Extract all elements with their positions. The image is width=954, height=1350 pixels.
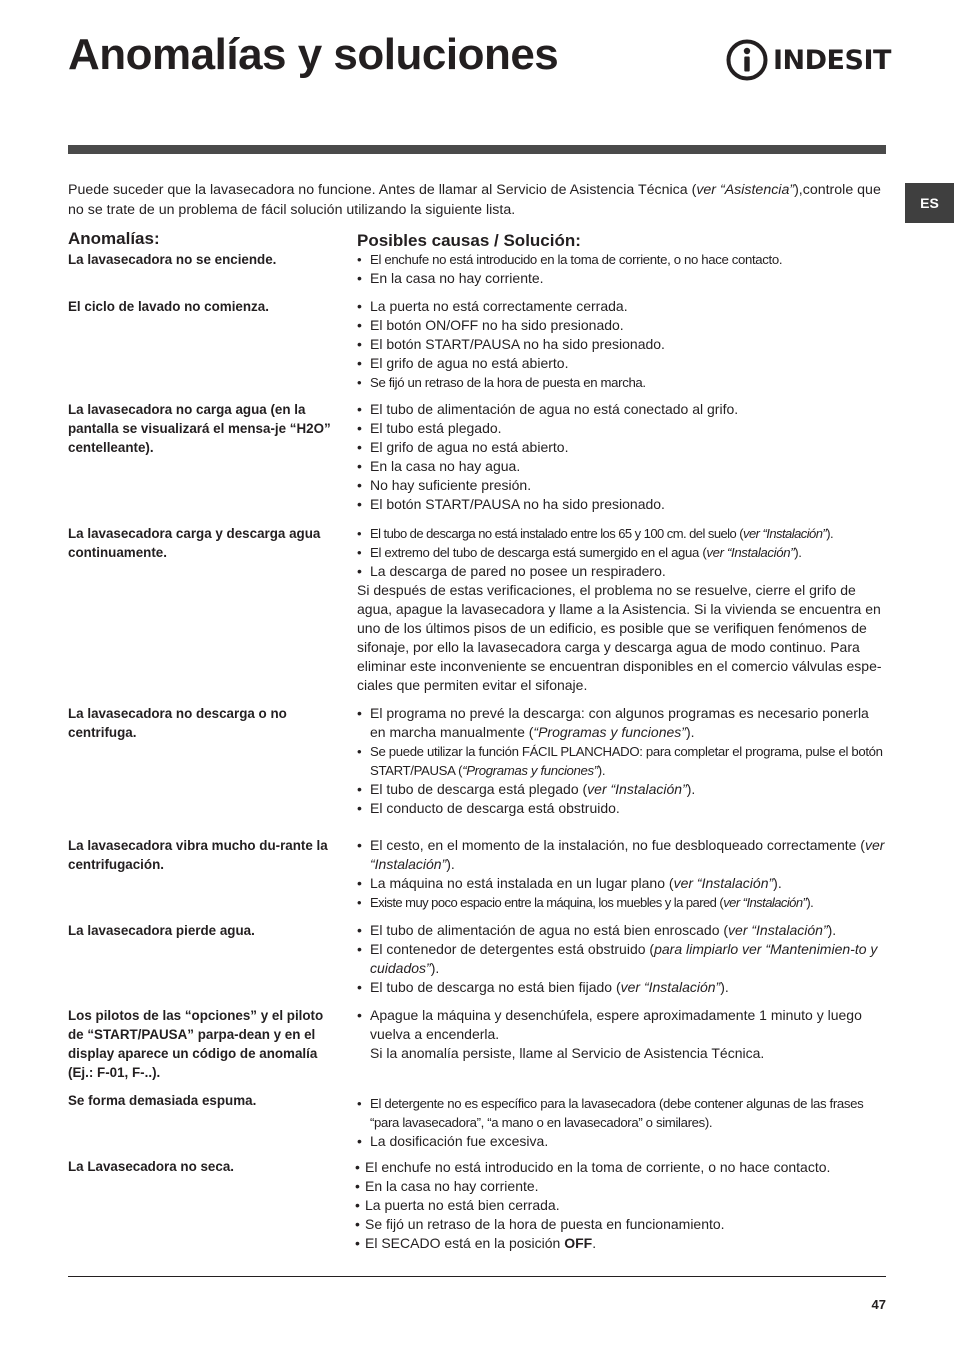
list-item: • El botón START/PAUSA no ha sido presionado.: [357, 335, 887, 354]
list-item: • El cesto, en el momento de la instalación, no fue desbloqueado correctamente (ver “Instalación”).: [357, 836, 887, 874]
anomaly-label: La lavasecadora pierde agua.: [68, 923, 255, 938]
list-item: • La puerta no está bien cerrada.: [355, 1196, 885, 1215]
list-item: • El enchufe no está introducido en la toma de corriente, o no hace contacto.: [355, 1158, 885, 1177]
solution-list: [355, 1158, 885, 1253]
list-item: • El conducto de descarga está obstruido.: [357, 799, 887, 818]
solution-list: [357, 524, 887, 695]
anomalies-header: Anomalías:: [68, 229, 160, 248]
list-item: • El tubo de descarga no está instalado entre los 65 y 100 cm. del suelo (ver “Instalación”).: [357, 524, 887, 543]
list-item: • La dosificación fue excesiva.: [357, 1132, 887, 1151]
note-paragraph: Si después de estas verificaciones, el problema no se resuelve, cierre el grifo de agua, apague la lavasecadora y llame a la Asistencia. Si la vivienda se encuentra en uno de los últimos pisos de un edificio, es posible que se verifiquen fenómenos de sifonaje, por ello la lavasecadora carga y descarga agua de modo continuo. Para eliminar este inconveniente se encuentran disponibles en el comercio válvulas espe-ciales que permiten evitar el sifonaje.: [357, 582, 882, 693]
solution-list: [357, 1094, 887, 1151]
list-item: • El programa no prevé la descarga: con algunos programas es necesario ponerla en marcha manualmente (“Programas y funciones”).: [357, 704, 887, 742]
list-item: • Se fijó un retraso de la hora de puesta en funcionamiento.: [355, 1215, 885, 1234]
list-item: • El tubo está plegado.: [357, 419, 887, 438]
solution-list: [357, 297, 887, 392]
list-item: • El grifo de agua no está abierto.: [357, 438, 887, 457]
list-item: • Existe muy poco espacio entre la máquina, los muebles y la pared (ver “Instalación”).: [357, 893, 887, 912]
list-item: • El botón START/PAUSA no ha sido presionado.: [357, 495, 887, 514]
solution-list: [357, 250, 887, 288]
list-item: • El enchufe no está introducido en la toma de corriente, o no hace contacto.: [357, 250, 887, 269]
list-item: • El tubo de descarga no está bien fijado (ver “Instalación”).: [357, 978, 887, 997]
top-divider: [68, 145, 886, 154]
continuation-text: Si la anomalía persiste, llame al Servicio de Asistencia Técnica.: [370, 1045, 765, 1061]
anomaly-label: La lavasecadora no se enciende.: [68, 252, 277, 267]
indesit-logo: [725, 38, 891, 82]
list-item: • La descarga de pared no posee un respiradero.: [357, 562, 887, 581]
anomaly-label: La Lavasecadora no seca.: [68, 1159, 234, 1174]
indesit-logo-icon: [725, 38, 769, 82]
anomaly-label: La lavasecadora no carga agua (en la pantalla se visualizará el mensa-je “H2O” centelleante).: [68, 402, 331, 455]
solution-list: [357, 704, 887, 818]
anomaly-label: El ciclo de lavado no comienza.: [68, 299, 269, 314]
list-item: • No hay suficiente presión.: [357, 476, 887, 495]
bottom-divider: [68, 1276, 886, 1277]
list-item: • Apague la máquina y desenchúfela, espere aproximadamente 1 minuto y luego vuelva a encenderla.: [357, 1006, 887, 1044]
language-tab: ES: [905, 183, 954, 223]
solution-list: [357, 836, 887, 912]
list-item: • En la casa no hay corriente.: [355, 1177, 885, 1196]
anomaly-label: La lavasecadora carga y descarga agua continuamente.: [68, 526, 321, 560]
list-item: • En la casa no hay agua.: [357, 457, 887, 476]
list-item: • En la casa no hay corriente.: [357, 269, 887, 288]
indesit-logo-text: INDESIT: [773, 44, 891, 76]
list-item: • El tubo de alimentación de agua no está conectado al grifo.: [357, 400, 887, 419]
solution-list: [357, 1006, 887, 1063]
list-item: • El SECADO está en la posición OFF.: [355, 1234, 885, 1253]
anomaly-label: Se forma demasiada espuma.: [68, 1093, 257, 1108]
list-item: • El tubo de descarga está plegado (ver “Instalación”).: [357, 780, 887, 799]
list-item: • El botón ON/OFF no ha sido presionado.: [357, 316, 887, 335]
page-number: 47: [871, 1297, 886, 1312]
list-item: • El detergente no es específico para la lavasecadora (debe contener algunas de las frases “para lavasecadora”, “a mano o en lavasecadora” o similares).: [357, 1094, 887, 1132]
page-title: Anomalías y soluciones: [68, 30, 559, 79]
list-item: • El contenedor de detergentes está obstruido (para limpiarlo ver “Mantenimien-to y cuidados”).: [357, 940, 887, 978]
list-item: • Se fijó un retraso de la hora de puesta en marcha.: [357, 373, 887, 392]
list-item: • La puerta no está correctamente cerrada.: [357, 297, 887, 316]
list-item: • La máquina no está instalada en un lugar plano (ver “Instalación”).: [357, 874, 887, 893]
causes-header: Posibles causas / Solución:: [357, 231, 581, 250]
list-item: • El extremo del tubo de descarga está sumergido en el agua (ver “Instalación”).: [357, 543, 887, 562]
list-item: • Se puede utilizar la función FÁCIL PLANCHADO: para completar el programa, pulse el botón START/PAUSA (“Programas y funciones”).: [357, 742, 887, 780]
intro-text: Puede suceder que la lavasecadora no funcione. Antes de llamar al Servicio de Asistencia Técnica (ver “Asistencia”),controle que no se trate de un problema de fácil solución utilizando la siguiente lista.: [68, 182, 881, 218]
solution-list: [357, 921, 887, 997]
solution-list: [357, 400, 887, 514]
list-item: • El grifo de agua no está abierto.: [357, 354, 887, 373]
list-item: • El tubo de alimentación de agua no está bien enroscado (ver “Instalación”).: [357, 921, 887, 940]
anomaly-label: Los pilotos de las “opciones” y el piloto de “START/PAUSA” parpa-dean y en el display aparece un código de anomalía (Ej.: F-01, F-..).: [68, 1008, 324, 1080]
anomaly-label: La lavasecadora vibra mucho du-rante la centrifugación.: [68, 838, 328, 872]
anomaly-label: La lavasecadora no descarga o no centrifuga.: [68, 706, 287, 740]
